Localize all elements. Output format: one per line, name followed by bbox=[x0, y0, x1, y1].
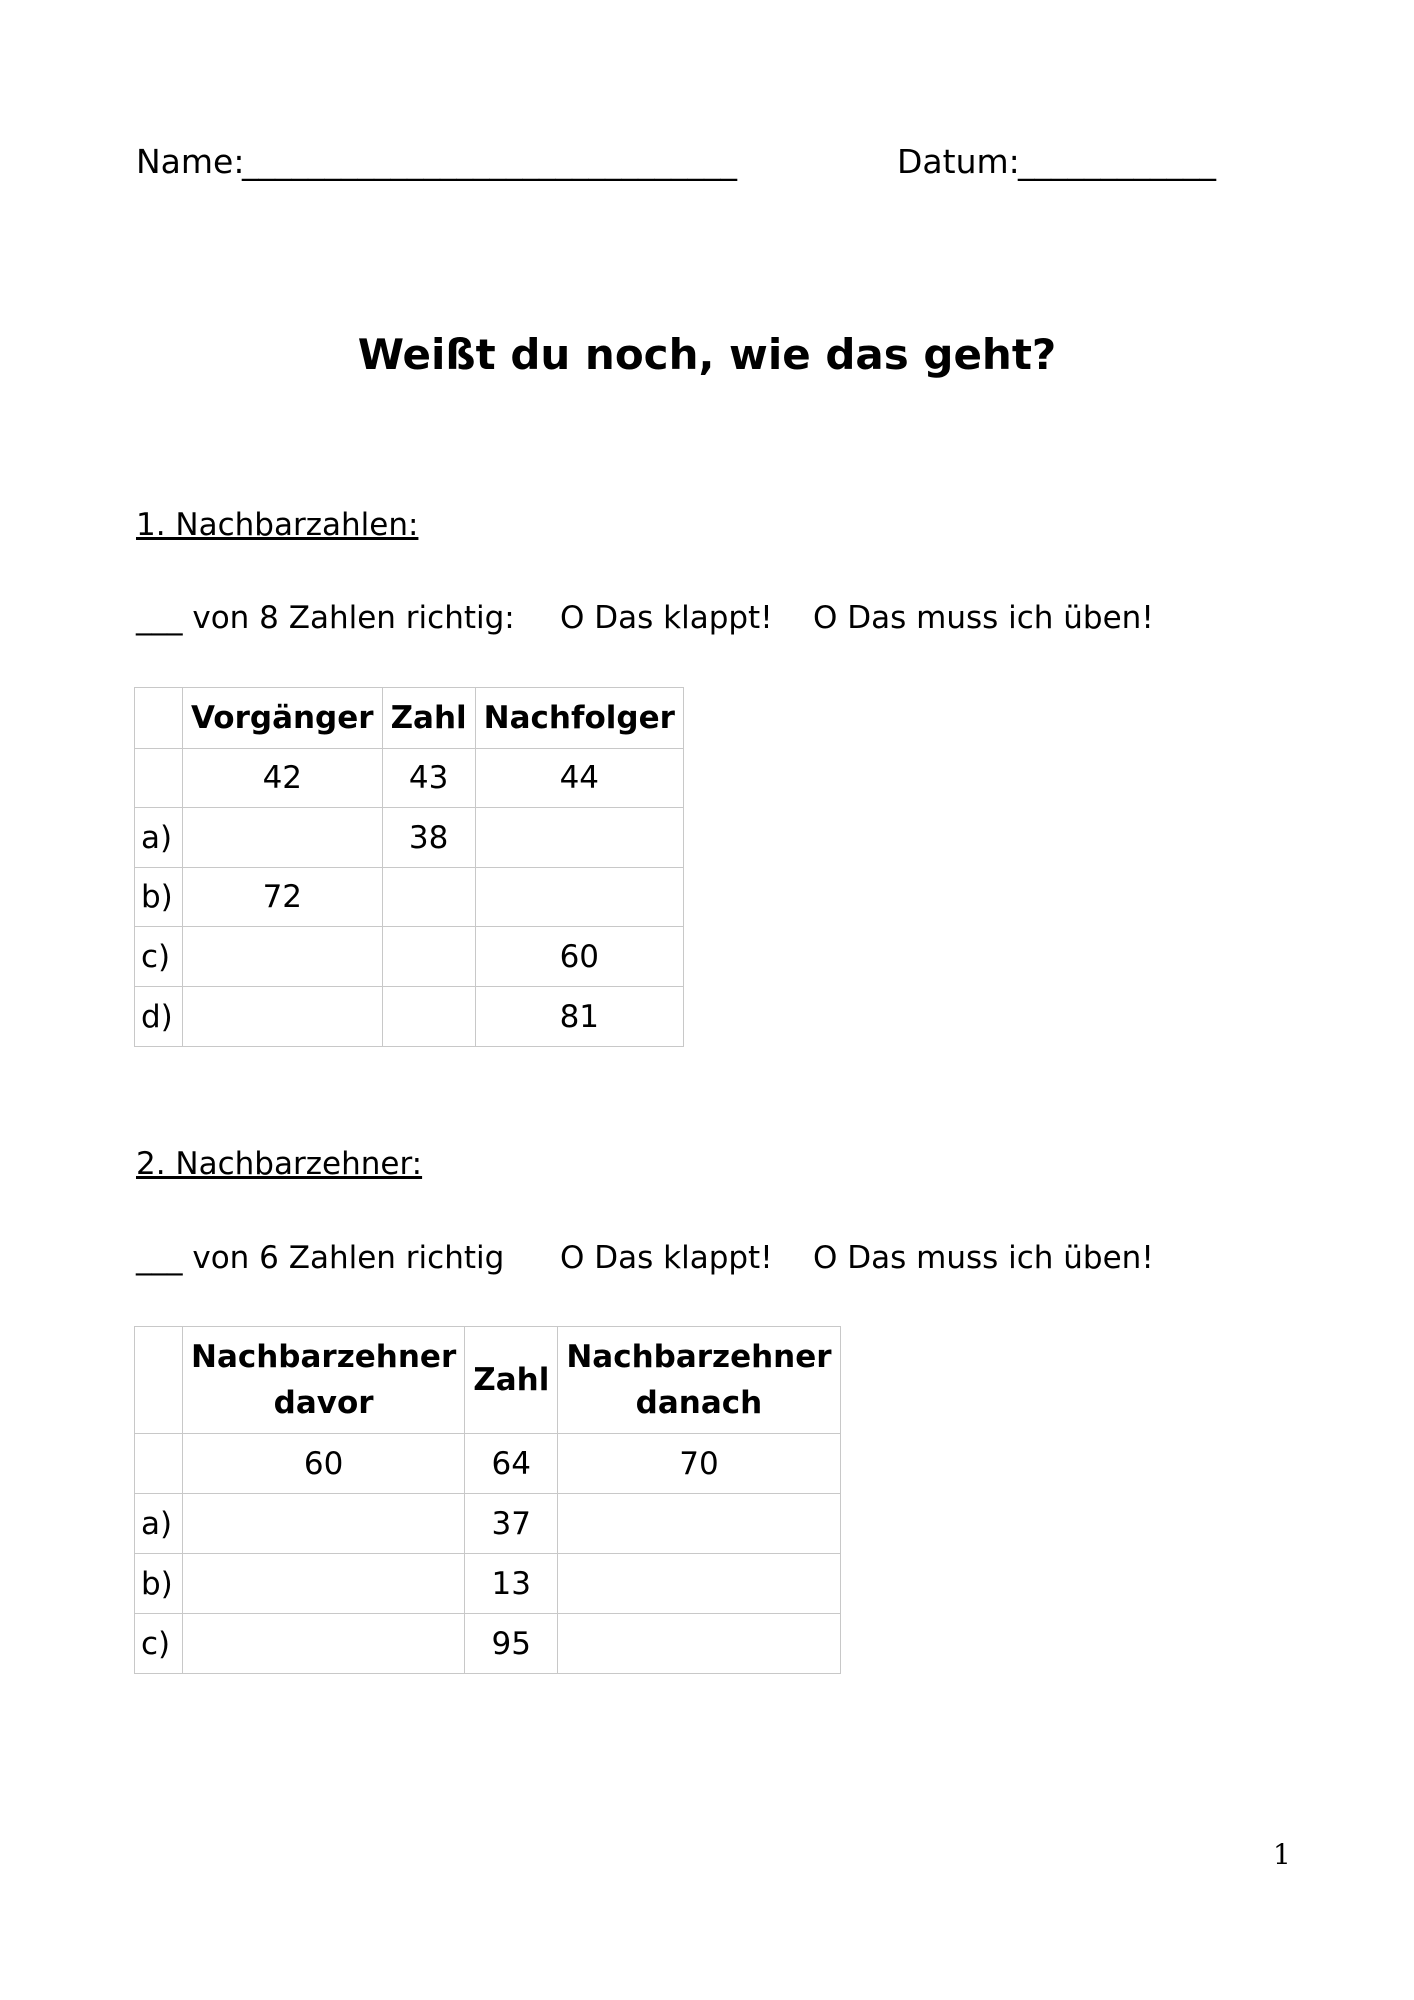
table-row bbox=[135, 1434, 841, 1494]
row-label: b) bbox=[135, 1554, 183, 1614]
table-row bbox=[135, 1554, 841, 1614]
table-row bbox=[135, 868, 684, 927]
header-cell-empty bbox=[135, 1327, 183, 1434]
name-label: Name: bbox=[136, 142, 255, 181]
section2-heading: 2. Nachbarzehner: bbox=[136, 1146, 423, 1182]
table-row bbox=[135, 808, 684, 868]
cell-successor: 81 bbox=[475, 987, 683, 1047]
cell-predecessor: 42 bbox=[183, 749, 383, 808]
header-cell-successor: Nachfolger bbox=[475, 688, 683, 749]
cell-number: 64 bbox=[465, 1434, 558, 1494]
table-row bbox=[135, 927, 684, 987]
header-cell-empty bbox=[135, 688, 183, 749]
cell-number[interactable] bbox=[382, 987, 475, 1047]
section1-score-line: ___ von 8 Zahlen richtig: bbox=[136, 600, 515, 636]
cell-predecessor[interactable] bbox=[183, 927, 383, 987]
cell-number: 37 bbox=[465, 1494, 558, 1554]
date-label: Datum: bbox=[897, 142, 1031, 181]
cell-number: 95 bbox=[465, 1614, 558, 1674]
cell-number[interactable] bbox=[382, 927, 475, 987]
cell-tens-after[interactable] bbox=[558, 1554, 840, 1614]
cell-number: 13 bbox=[465, 1554, 558, 1614]
row-label bbox=[135, 1434, 183, 1494]
cell-successor[interactable] bbox=[475, 868, 683, 927]
table-row bbox=[135, 749, 684, 808]
section2-option-works[interactable]: O Das klappt! bbox=[560, 1240, 773, 1276]
cell-predecessor: 72 bbox=[183, 868, 383, 927]
cell-tens-before[interactable] bbox=[183, 1554, 465, 1614]
cell-tens-before[interactable] bbox=[183, 1494, 465, 1554]
row-label: a) bbox=[135, 1494, 183, 1554]
cell-tens-before: 60 bbox=[183, 1434, 465, 1494]
table-neighbor-tens bbox=[134, 1326, 841, 1674]
row-label: b) bbox=[135, 868, 183, 927]
row-label: c) bbox=[135, 927, 183, 987]
cell-predecessor[interactable] bbox=[183, 808, 383, 868]
cell-successor[interactable] bbox=[475, 808, 683, 868]
cell-number[interactable] bbox=[382, 868, 475, 927]
section2-score-line: ___ von 6 Zahlen richtig bbox=[136, 1240, 505, 1276]
page-title: Weißt du noch, wie das geht? bbox=[357, 330, 1057, 379]
header-cell-tens-before: Nachbarzehner davor bbox=[183, 1327, 465, 1434]
table-neighbor-numbers bbox=[134, 687, 684, 1047]
cell-number: 43 bbox=[382, 749, 475, 808]
row-label: a) bbox=[135, 808, 183, 868]
cell-number: 38 bbox=[382, 808, 475, 868]
section1-heading: 1. Nachbarzahlen: bbox=[136, 507, 419, 543]
row-label bbox=[135, 749, 183, 808]
table-row bbox=[135, 1614, 841, 1674]
cell-tens-after[interactable] bbox=[558, 1614, 840, 1674]
header-cell-tens-after: Nachbarzehner danach bbox=[558, 1327, 840, 1434]
section2-option-practice[interactable]: O Das muss ich üben! bbox=[813, 1240, 1154, 1276]
header-cell-number: Zahl bbox=[465, 1327, 558, 1434]
header-cell-predecessor: Vorgänger bbox=[183, 688, 383, 749]
cell-tens-after: 70 bbox=[558, 1434, 840, 1494]
cell-successor: 44 bbox=[475, 749, 683, 808]
cell-predecessor[interactable] bbox=[183, 987, 383, 1047]
cell-tens-after[interactable] bbox=[558, 1494, 840, 1554]
table-row bbox=[135, 987, 684, 1047]
page-number: 1 bbox=[1273, 1838, 1291, 1871]
table-header-row bbox=[135, 688, 684, 749]
cell-successor: 60 bbox=[475, 927, 683, 987]
section1-option-works[interactable]: O Das klappt! bbox=[560, 600, 773, 636]
date-field[interactable]: ____________ bbox=[1018, 142, 1216, 181]
table-row bbox=[135, 1494, 841, 1554]
cell-tens-before[interactable] bbox=[183, 1614, 465, 1674]
header-cell-number: Zahl bbox=[382, 688, 475, 749]
section1-option-practice[interactable]: O Das muss ich üben! bbox=[813, 600, 1154, 636]
name-field[interactable]: ______________________________ bbox=[242, 142, 737, 181]
table-header-row bbox=[135, 1327, 841, 1434]
row-label: d) bbox=[135, 987, 183, 1047]
row-label: c) bbox=[135, 1614, 183, 1674]
